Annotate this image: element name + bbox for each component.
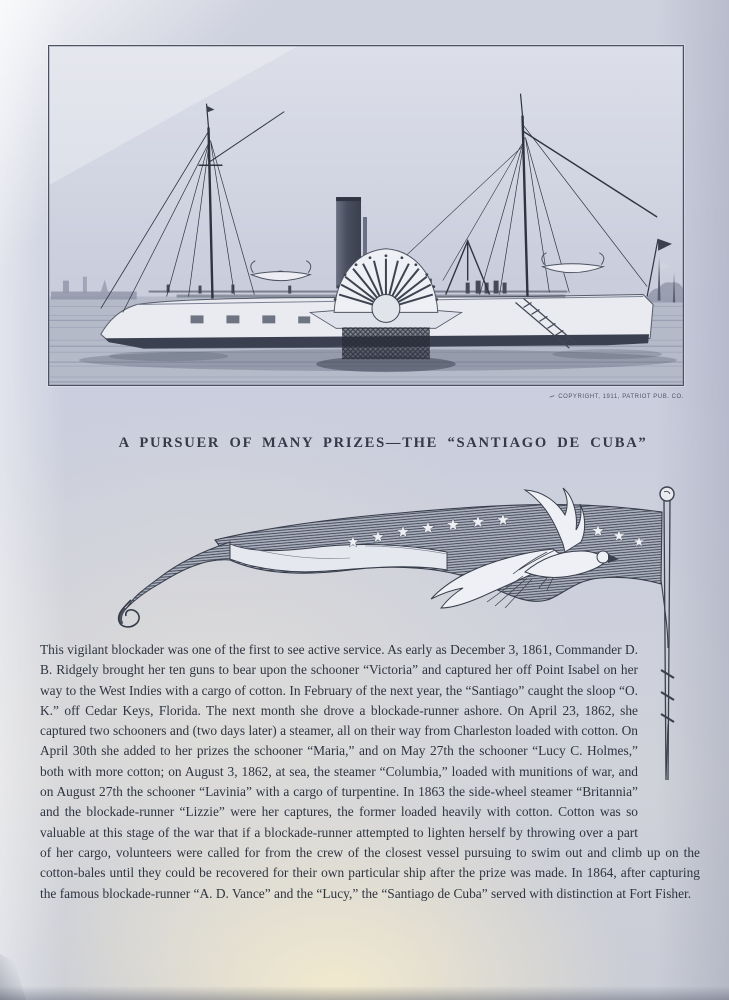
- eagle-icon: [431, 488, 619, 608]
- paragraph-text: This vigilant blockader was one of the first to see active service. As early as December 3, 1861, Commander D. B. Ridgely brought her ten guns to bear upon the schooner “Victoria” and captured her off Point Isabel on her way to the West Indies with a cargo of cotton. In February of the next year, the “Santiago” caught the sloop “O. K.” off Cedar Keys, Florida. The next month she drove a blockade-runner ashore. On April 23, 1862, she captured two schooners and (two days later) a steamer, all on their way from Charleston loaded with cotton. On April 30th she added to her prizes the schooner “Maria,” and on May 27th the schooner “Lucy C. Holmes,” both with more cotton; on August 3, 1862, at sea, the steamer “Columbia,” loaded with munitions of war, and on August 27th the schooner “Lavinia” with a cargo of turpentine. In 1863 the side-wheel steamer “Britannia” and the blockade-runner “Lizzie” were her captures, the former loaded heavily with cotton. Cotton was so valuable at this stage of the war that if a blockade-runner attempted to lighten herself by throwing over a part of her cargo, volunteers were called for from the crew of the closest vessel pursuing to swim out and climb up on the cotton-bales until they could be recovered for their own particular ship after the prize was made. In 1864, after capturing the famous blockade-runner “A. D. Vance” and the “Lucy,” the “Santiago de Cuba” served with distinction at Fort Fisher.: [40, 642, 700, 901]
- copyright-text: COPYRIGHT, 1911, PATRIOT PUB. CO.: [558, 394, 684, 400]
- pennant-ribbon: [119, 505, 662, 627]
- ship-photo-illustration: [49, 46, 683, 385]
- printer-mark-icon: [548, 390, 555, 397]
- body-paragraph: [40, 640, 700, 904]
- flagpole-text-wrap-spacer: [638, 640, 700, 825]
- copyright-line: [549, 392, 684, 400]
- page-corner-shadow: [0, 954, 26, 1000]
- pennant-stars: [347, 513, 644, 547]
- ship-photograph: [48, 45, 684, 386]
- page-title: A PURSUER OF MANY PRIZES—THE “SANTIAGO DE CUBA”: [118, 435, 648, 451]
